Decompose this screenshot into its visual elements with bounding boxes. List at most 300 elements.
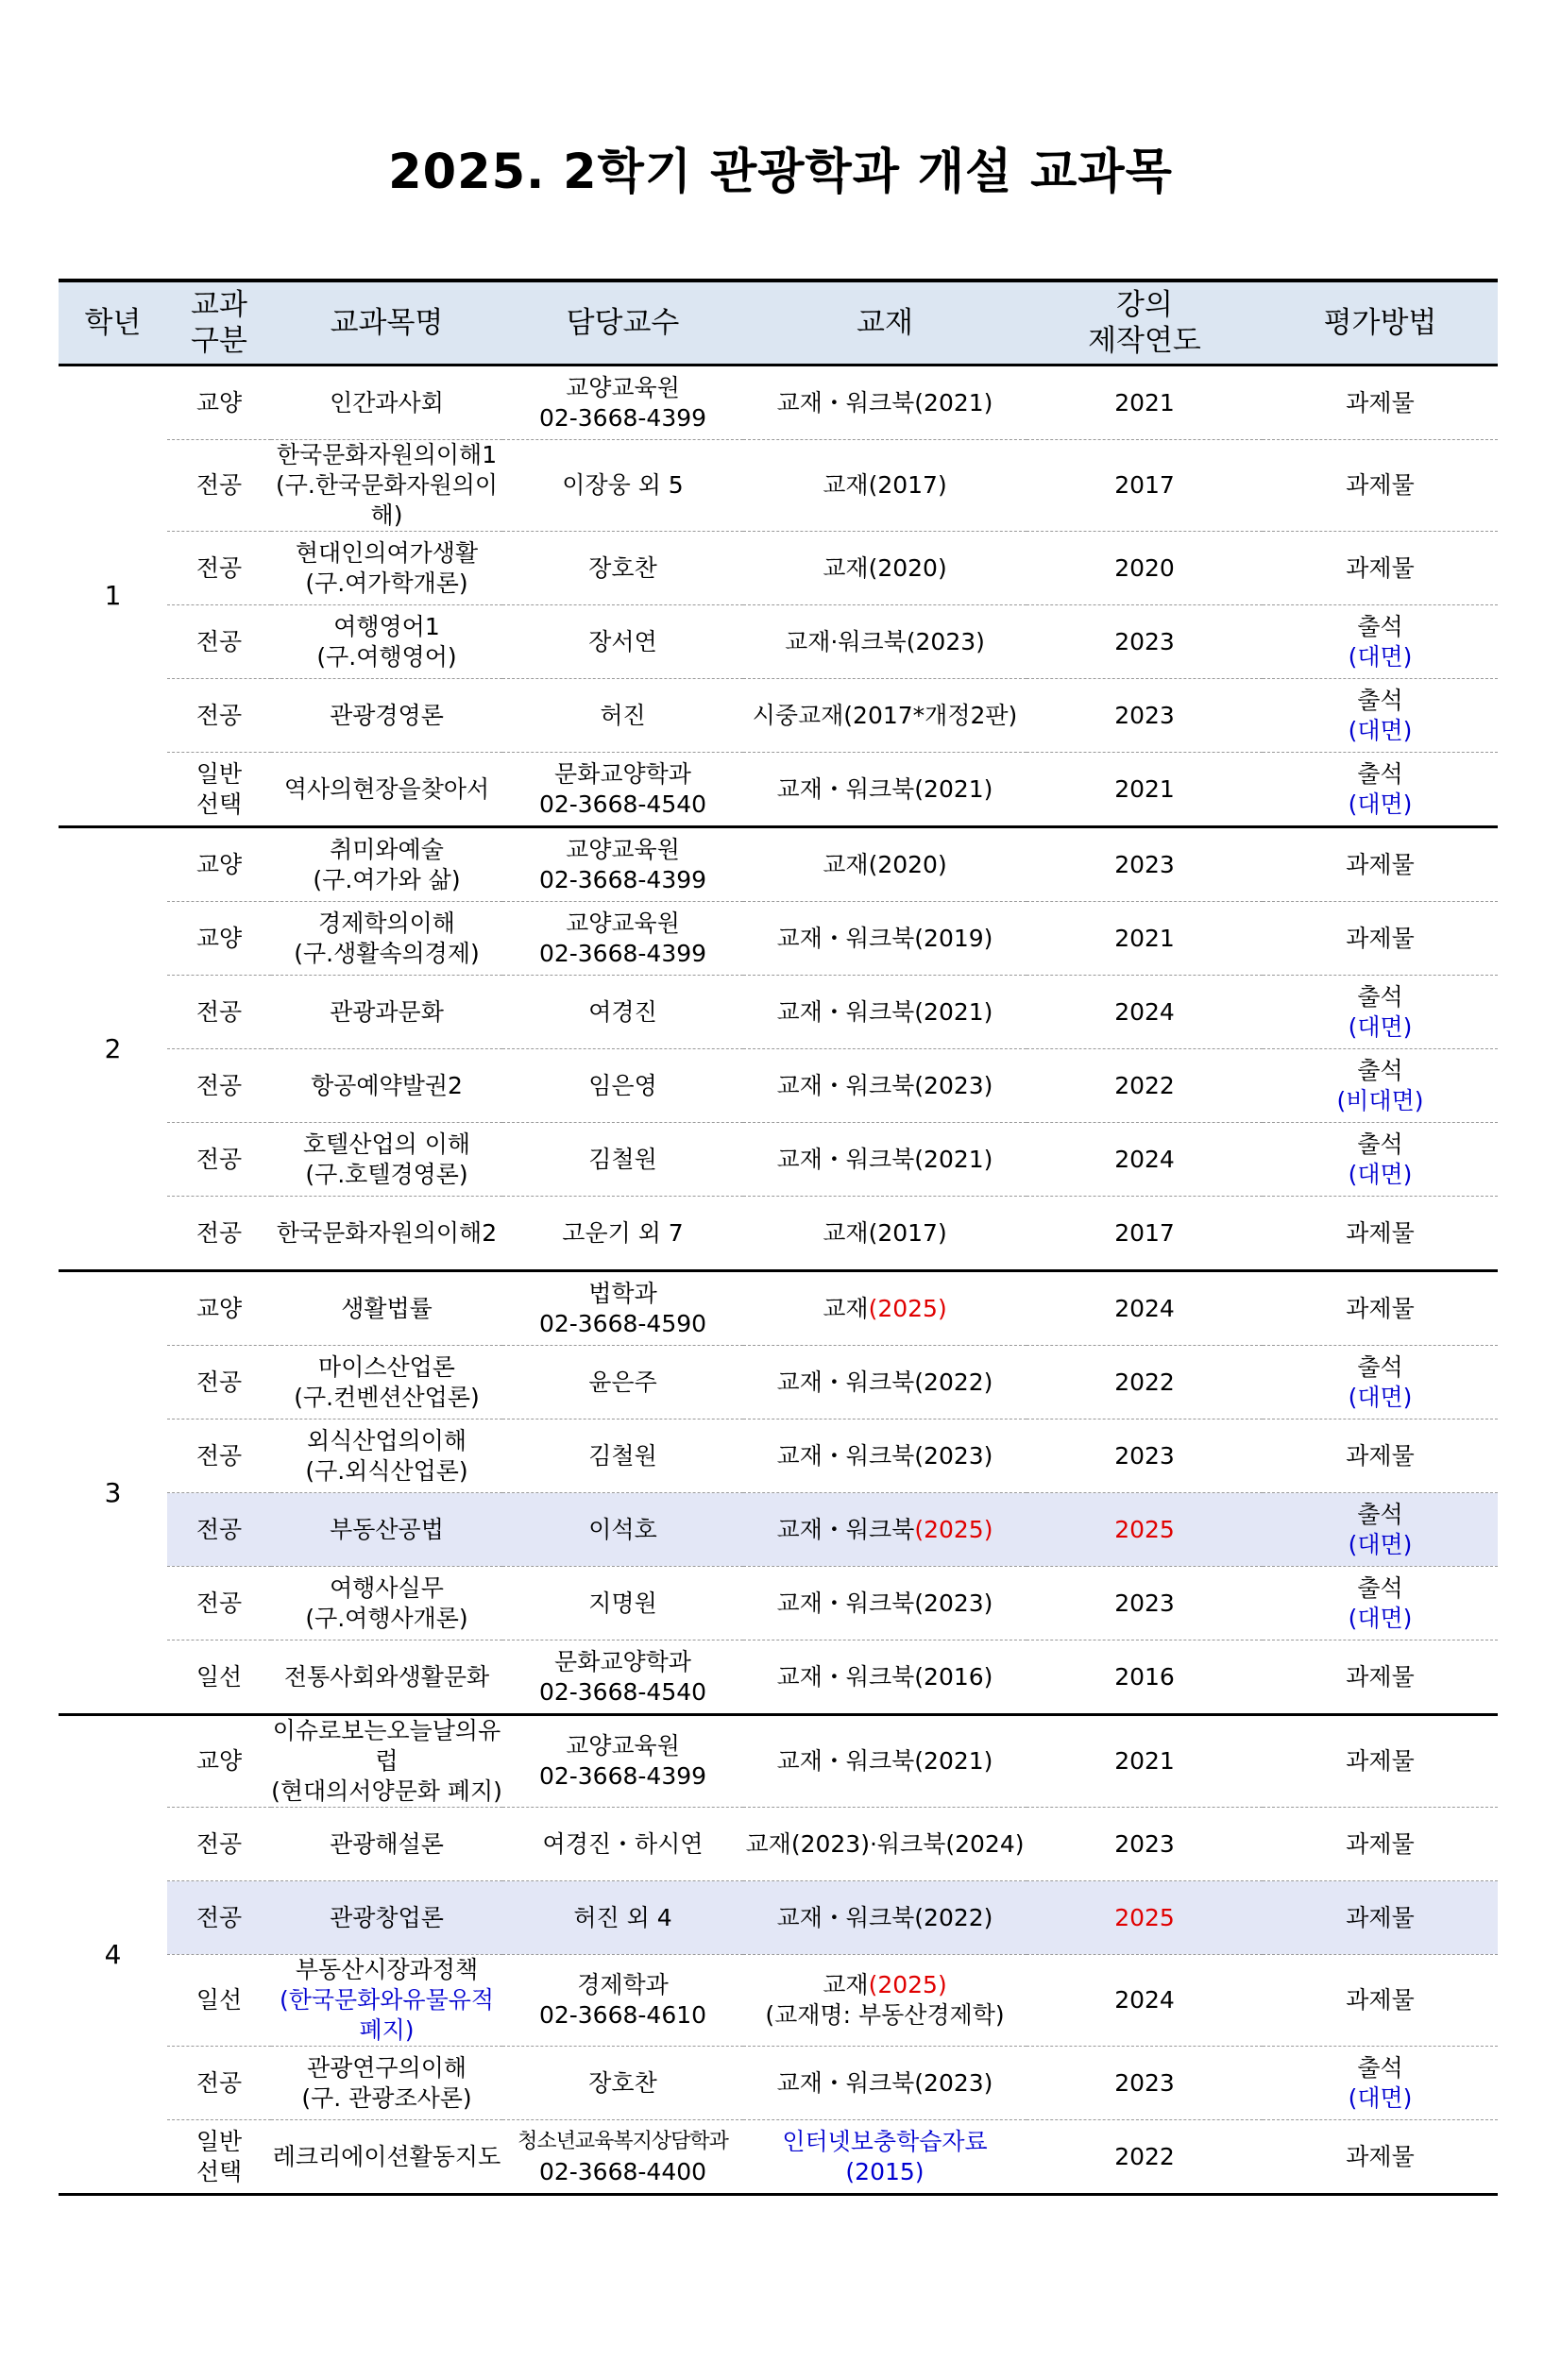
textbook-cell (743, 1049, 1027, 1123)
cell-line: (대면) (1348, 1530, 1413, 1558)
production-year-cell: 2024 (1027, 1123, 1263, 1197)
textbook-text: 교재・워크북(2021) (776, 1145, 993, 1173)
textbook-text: 교재・워크북(2023) (776, 1589, 993, 1617)
table-row (59, 1955, 1498, 2047)
course-type-cell (167, 1493, 271, 1567)
course-name-cell (271, 1197, 502, 1271)
cell-line: (대면) (1348, 1604, 1413, 1632)
cell-line (743, 1515, 1027, 1545)
cell-line: (대면) (1348, 1012, 1413, 1041)
cell-line: 부동산시장과정책 (295, 1956, 479, 1983)
evaluation-cell (1263, 1049, 1498, 1123)
cell-line (743, 774, 1027, 805)
cell-line: 레크리에이션활동지도 (272, 2142, 501, 2170)
professor-cell (502, 1493, 743, 1567)
cell-line: 전공 (195, 1145, 243, 1173)
textbook-text: 교재(2020) (823, 553, 947, 582)
cell-line: 여경진・하시연 (542, 1829, 704, 1858)
textbook-cell (743, 1808, 1027, 1881)
professor-cell (502, 1567, 743, 1640)
course-name-cell (271, 976, 502, 1049)
cell-line: 과제물 (1346, 1441, 1415, 1470)
cell-line: 전공 (195, 1441, 243, 1470)
table-row (59, 1567, 1498, 1640)
textbook-text: 인터넷보충학습자료(2015) (782, 2127, 988, 2185)
cell-line: (현대의서양문화 폐지) (271, 1777, 502, 1805)
table-row (59, 1881, 1498, 1955)
professor-cell (502, 1346, 743, 1420)
cell-line (743, 627, 1027, 657)
table-row (59, 1346, 1498, 1420)
cell-line: 과제물 (1346, 1829, 1415, 1858)
course-name-cell (271, 1640, 502, 1715)
professor-cell (502, 1420, 743, 1493)
production-year-cell: 2022 (1027, 1049, 1263, 1123)
course-name-cell (271, 827, 502, 902)
cell-line: (구.여가학개론) (305, 569, 468, 597)
cell-line: 장서연 (588, 627, 657, 655)
production-year-cell: 2021 (1027, 902, 1263, 976)
cell-line: 전공 (195, 471, 243, 499)
professor-cell (502, 827, 743, 902)
table-row (59, 1640, 1498, 1715)
course-type-cell (167, 605, 271, 679)
professor-cell (502, 366, 743, 440)
cell-line: 관광해설론 (330, 1829, 444, 1858)
production-year-cell: 2022 (1027, 1346, 1263, 1420)
course-name-cell (271, 366, 502, 440)
cell-line (743, 1589, 1027, 1619)
cell-line: 교양 (195, 1747, 243, 1775)
textbook-text: 교재・워크북 (776, 1515, 915, 1543)
textbook-cell (743, 2047, 1027, 2120)
course-type-cell (167, 827, 271, 902)
cell-line: 02-3668-4590 (538, 1309, 707, 1337)
table-row (59, 366, 1498, 440)
cell-line: (대면) (1348, 790, 1413, 818)
cell-line: 출석 (1357, 612, 1403, 640)
course-name-cell (271, 1493, 502, 1567)
professor-cell (502, 976, 743, 1049)
cell-line: (대면) (1348, 2083, 1413, 2112)
production-year-cell: 2021 (1027, 753, 1263, 827)
cell-line: (구.한국문화자원의이해) (275, 471, 499, 529)
evaluation-cell (1263, 1955, 1498, 2047)
cell-line: 김철원 (588, 1441, 657, 1470)
cell-line: 문화교양학과 (554, 759, 691, 788)
textbook-cell (743, 440, 1027, 532)
evaluation-cell (1263, 1271, 1498, 1346)
evaluation-cell (1263, 2120, 1498, 2195)
cell-line: (대면) (1348, 1160, 1413, 1188)
cell-line: 관광연구의이해 (306, 2053, 467, 2082)
course-name-cell (271, 440, 502, 532)
course-type-cell (167, 1346, 271, 1420)
cell-line: 관광창업론 (330, 1903, 444, 1931)
production-year-cell: 2017 (1027, 440, 1263, 532)
course-name-cell (271, 1955, 502, 2047)
textbook-cell (743, 1715, 1027, 1808)
production-year-cell: 2023 (1027, 679, 1263, 753)
textbook-text: (2025) (868, 1294, 947, 1322)
cell-line: 전공 (195, 627, 243, 655)
textbook-text: 교재・워크북(2022) (776, 1368, 993, 1396)
cell-line (743, 1218, 1027, 1249)
production-year-cell: 2023 (1027, 1808, 1263, 1881)
cell-line: (대면) (1348, 642, 1413, 671)
production-year-cell: 2024 (1027, 976, 1263, 1049)
cell-line: (구.호텔경영론) (305, 1160, 468, 1188)
header-professor (502, 280, 743, 366)
evaluation-cell (1263, 1493, 1498, 1567)
evaluation-cell (1263, 1808, 1498, 1881)
cell-line: 과제물 (1346, 1747, 1415, 1775)
cell-line (743, 1441, 1027, 1471)
year-cell: 3 (59, 1271, 167, 1715)
production-year-cell: 2023 (1027, 827, 1263, 902)
course-type-cell (167, 2120, 271, 2195)
cell-line (743, 1829, 1027, 1860)
textbook-text: 교재(2017) (823, 471, 947, 499)
course-name-cell (271, 2120, 502, 2195)
textbook-cell (743, 2120, 1027, 2195)
table-row (59, 1271, 1498, 1346)
course-type-cell (167, 1420, 271, 1493)
textbook-cell (743, 1271, 1027, 1346)
table-row (59, 753, 1498, 827)
cell-line: 과제물 (1346, 850, 1415, 878)
cell-line (743, 2068, 1027, 2099)
cell-line (743, 1368, 1027, 1398)
evaluation-cell (1263, 1567, 1498, 1640)
production-year-cell: 2023 (1027, 1567, 1263, 1640)
textbook-text: 교재・워크북(2023) (776, 1071, 993, 1099)
cell-line (743, 2127, 1027, 2187)
course-type-cell (167, 1049, 271, 1123)
cell-line: 02-3668-4610 (538, 2001, 707, 2029)
production-year-cell: 2022 (1027, 2120, 1263, 2195)
cell-line: 02-3668-4399 (538, 1762, 707, 1790)
cell-line: 교양 (195, 1294, 243, 1322)
cell-line: 여경진 (588, 997, 657, 1026)
header-year (59, 280, 167, 366)
cell-line: 02-3668-4399 (538, 403, 707, 432)
evaluation-cell (1263, 1197, 1498, 1271)
evaluation-cell (1263, 902, 1498, 976)
table-row (59, 679, 1498, 753)
professor-cell (502, 1808, 743, 1881)
cell-line: (구.생활속의경제) (294, 939, 480, 967)
cell-line: (한국문화와유물유적 폐지) (279, 1986, 495, 2044)
cell-line: 교양교육원 (566, 909, 680, 937)
cell-line: 과제물 (1346, 1903, 1415, 1931)
header-textbook (743, 280, 1027, 366)
course-type-cell (167, 1567, 271, 1640)
cell-line: 전통사회와생활문화 (283, 1662, 490, 1691)
cell-line: 여행사실무 (330, 1573, 444, 1602)
cell-line: 전공 (195, 2068, 243, 2097)
professor-cell (502, 1049, 743, 1123)
textbook-cell (743, 1567, 1027, 1640)
textbook-cell (743, 1123, 1027, 1197)
table-row (59, 1420, 1498, 1493)
evaluation-cell (1263, 1640, 1498, 1715)
cell-line: 경제학의이해 (318, 909, 455, 937)
cell-line: 과제물 (1346, 1294, 1415, 1322)
cell-line: 이슈로보는오늘날의유럽 (272, 1717, 501, 1775)
course-name-cell (271, 605, 502, 679)
cell-line: 청소년교육복지상담학과 (518, 2129, 728, 2153)
textbook-text: 교재(2020) (823, 850, 947, 878)
cell-line: 여행영어1 (333, 612, 440, 640)
evaluation-cell (1263, 366, 1498, 440)
cell-line: 과제물 (1346, 1986, 1415, 2014)
cell-line: (비대면) (1336, 1086, 1424, 1114)
course-name-cell (271, 753, 502, 827)
professor-cell (502, 532, 743, 605)
cell-line: 과제물 (1346, 924, 1415, 952)
cell-line: (구. 관광조사론) (301, 2083, 472, 2112)
production-year-cell: 2024 (1027, 1955, 1263, 2047)
table-header-row (59, 280, 1498, 366)
cell-line: 과제물 (1346, 1662, 1415, 1691)
textbook-text: 교재・워크북(2021) (776, 1747, 993, 1775)
cell-line: 출석 (1357, 1056, 1403, 1084)
evaluation-cell (1263, 1420, 1498, 1493)
professor-cell (502, 1640, 743, 1715)
course-name-cell (271, 1881, 502, 1955)
textbook-cell (743, 1197, 1027, 1271)
cell-line: 관광경영론 (330, 701, 444, 729)
cell-line (743, 924, 1027, 954)
cell-line: 교양교육원 (566, 373, 680, 401)
cell-line: 전공 (195, 1515, 243, 1543)
cell-line: 한국문화자원의이해2 (276, 1218, 498, 1247)
table-row (59, 1197, 1498, 1271)
cell-line: 선택 (195, 790, 243, 818)
professor-cell (502, 1955, 743, 2047)
table-row (59, 1049, 1498, 1123)
textbook-text: 교재 (823, 1294, 869, 1322)
textbook-text: 교재(2017) (823, 1218, 947, 1247)
cell-line (743, 2000, 1027, 2031)
table-row (59, 2047, 1498, 2120)
course-type-cell (167, 753, 271, 827)
professor-cell (502, 605, 743, 679)
course-type-cell (167, 1881, 271, 1955)
cell-line: 생활법률 (341, 1294, 433, 1322)
cell-line: 과제물 (1346, 388, 1415, 416)
course-name-cell (271, 2047, 502, 2120)
cell-line: 출석 (1357, 1352, 1403, 1381)
textbook-text: 교재・워크북(2021) (776, 997, 993, 1026)
cell-line: 이석호 (588, 1515, 657, 1543)
textbook-text: 교재・워크북(2023) (776, 2068, 993, 2097)
course-type-cell (167, 679, 271, 753)
textbook-cell (743, 753, 1027, 827)
header-line: 학년 (84, 306, 142, 340)
cell-line: 외식산업의이해 (306, 1426, 467, 1454)
table-row (59, 1808, 1498, 1881)
textbook-text: 교재・워크북(2021) (776, 774, 993, 803)
course-name-cell (271, 679, 502, 753)
cell-line (743, 850, 1027, 880)
year-cell: 4 (59, 1715, 167, 2195)
cell-line: 일선 (195, 1662, 243, 1691)
cell-line: 항공예약발권2 (311, 1071, 463, 1099)
textbook-cell (743, 366, 1027, 440)
course-type-cell (167, 976, 271, 1049)
cell-line: 부동산공법 (330, 1515, 444, 1543)
cell-line: 일반 (195, 2127, 243, 2155)
cell-line: 출석 (1357, 1130, 1403, 1158)
cell-line: (구.여행영어) (316, 642, 457, 671)
professor-cell (502, 1197, 743, 1271)
cell-line: 전공 (195, 1829, 243, 1858)
cell-line: (구.컨벤션산업론) (294, 1383, 480, 1411)
cell-line: 과제물 (1346, 553, 1415, 582)
cell-line (743, 470, 1027, 501)
textbook-cell (743, 605, 1027, 679)
course-type-cell (167, 440, 271, 532)
cell-line: 마이스산업론 (318, 1352, 455, 1381)
professor-cell (502, 1271, 743, 1346)
table-row (59, 440, 1498, 532)
cell-line: 교양 (195, 388, 243, 416)
cell-line: 경제학과 (577, 1971, 669, 1998)
evaluation-cell (1263, 679, 1498, 753)
cell-line: 관광과문화 (330, 997, 444, 1026)
evaluation-cell (1263, 1123, 1498, 1197)
course-type-cell (167, 1715, 271, 1808)
evaluation-cell (1263, 753, 1498, 827)
header-line: 교과 (191, 288, 247, 322)
cell-line: 출석 (1357, 1500, 1403, 1528)
professor-cell (502, 2047, 743, 2120)
production-year-cell: 2017 (1027, 1197, 1263, 1271)
cell-line: 과제물 (1346, 2142, 1415, 2170)
cell-line: 전공 (195, 1218, 243, 1247)
textbook-cell (743, 827, 1027, 902)
professor-cell (502, 440, 743, 532)
textbook-cell (743, 679, 1027, 753)
cell-line: 교양 (195, 850, 243, 878)
cell-line: (구.여가와 삶) (313, 865, 461, 893)
course-type-cell (167, 1271, 271, 1346)
course-type-cell (167, 902, 271, 976)
textbook-cell (743, 902, 1027, 976)
table-row (59, 532, 1498, 605)
cell-line: 전공 (195, 553, 243, 582)
cell-line: 고운기 외 7 (562, 1218, 684, 1247)
production-year-cell: 2023 (1027, 1420, 1263, 1493)
cell-line (743, 388, 1027, 418)
cell-line: 출석 (1357, 982, 1403, 1011)
header-line: 구분 (191, 324, 247, 358)
production-year-cell: 2024 (1027, 1271, 1263, 1346)
textbook-cell (743, 532, 1027, 605)
header-course (271, 280, 502, 366)
textbook-text: 시중교재(2017*개정2판) (752, 701, 1018, 729)
course-type-cell (167, 366, 271, 440)
cell-line: (대면) (1348, 716, 1413, 744)
page-title: 2025. 2학기 관광학과 개설 교과목 (388, 144, 1173, 200)
cell-line (743, 1970, 1027, 2000)
cell-line: 장호찬 (588, 553, 657, 582)
header-line: 강의 (1116, 288, 1173, 322)
textbook-cell (743, 1640, 1027, 1715)
production-year-cell: 2023 (1027, 605, 1263, 679)
evaluation-cell (1263, 1881, 1498, 1955)
textbook-text: (2025) (914, 1515, 993, 1543)
cell-line: 한국문화자원의이해1 (276, 441, 498, 468)
table-row (59, 1493, 1498, 1567)
cell-line: 지명원 (588, 1589, 657, 1617)
cell-line: 김철원 (588, 1145, 657, 1173)
course-name-cell (271, 532, 502, 605)
cell-line: 과제물 (1346, 471, 1415, 499)
course-type-cell (167, 532, 271, 605)
production-year-cell: 2016 (1027, 1640, 1263, 1715)
evaluation-cell (1263, 1346, 1498, 1420)
cell-line: 출석 (1357, 759, 1403, 788)
cell-line: (구.여행사개론) (305, 1604, 468, 1632)
cell-line: 호텔산업의 이해 (303, 1130, 470, 1158)
table-row (59, 902, 1498, 976)
cell-line (743, 1662, 1027, 1692)
header-line: 제작연도 (1088, 324, 1201, 358)
evaluation-cell (1263, 532, 1498, 605)
cell-line: 법학과 (588, 1279, 657, 1307)
cell-line (743, 701, 1027, 731)
cell-line: 선택 (195, 2157, 243, 2185)
cell-line: (대면) (1348, 1383, 1413, 1411)
cell-line: 02-3668-4399 (538, 865, 707, 893)
course-type-cell (167, 1640, 271, 1715)
cell-line: 전공 (195, 997, 243, 1026)
textbook-text: 교재(2023)·워크북(2024) (745, 1829, 1025, 1858)
professor-cell (502, 1123, 743, 1197)
header-type (167, 280, 271, 366)
production-year-cell: 2021 (1027, 366, 1263, 440)
header-line: 교과목명 (330, 306, 444, 340)
cell-line: 출석 (1357, 686, 1403, 714)
course-name-cell (271, 1420, 502, 1493)
cell-line: 출석 (1357, 1573, 1403, 1602)
textbook-text: 교재・워크북(2021) (776, 388, 993, 416)
textbook-text: 교재·워크북(2023) (785, 627, 985, 655)
professor-cell (502, 2120, 743, 2195)
textbook-text: 교재 (823, 1971, 869, 1998)
course-type-cell (167, 2047, 271, 2120)
evaluation-cell (1263, 605, 1498, 679)
professor-cell (502, 902, 743, 976)
evaluation-cell (1263, 440, 1498, 532)
cell-line (743, 1145, 1027, 1175)
evaluation-cell (1263, 2047, 1498, 2120)
cell-line: 이장웅 외 5 (562, 471, 684, 499)
textbook-cell (743, 1346, 1027, 1420)
cell-line: 02-3668-4400 (538, 2157, 707, 2185)
course-name-cell (271, 902, 502, 976)
professor-cell (502, 679, 743, 753)
cell-line (743, 1294, 1027, 1324)
cell-line: 일반 (195, 759, 243, 788)
production-year-cell: 2023 (1027, 2047, 1263, 2120)
cell-line: 전공 (195, 701, 243, 729)
production-year-cell: 2025 (1027, 1493, 1263, 1567)
cell-line: 역사의현장을찾아서 (283, 774, 490, 803)
